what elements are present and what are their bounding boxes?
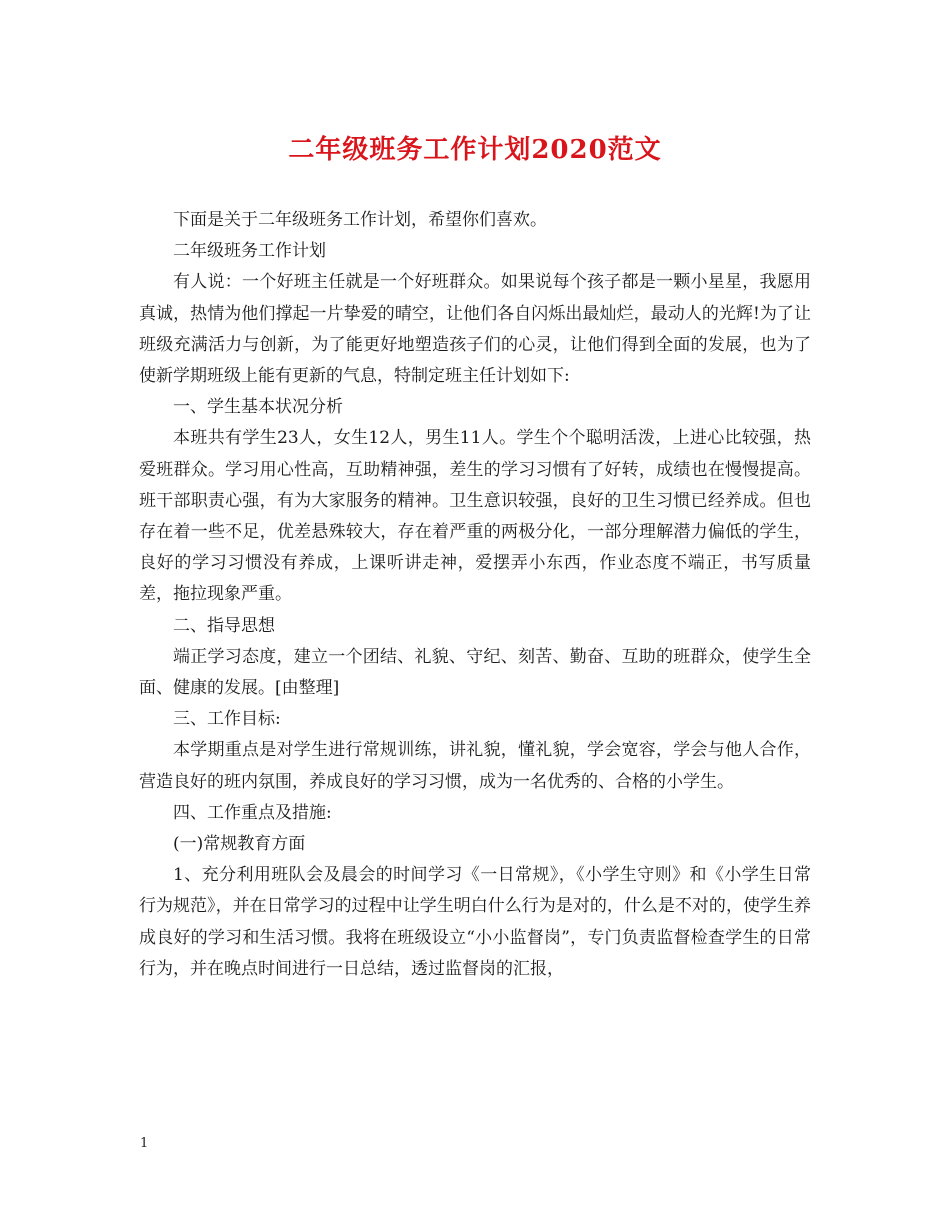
section-heading-student-analysis: 一、学生基本状况分析: [173, 397, 343, 418]
subsection-heading-routine-education: (一)常规教育方面: [173, 834, 306, 855]
paragraph-plan-heading: 二年级班务工作计划: [173, 241, 326, 262]
section-heading-guiding-thought: 二、指导思想: [173, 615, 275, 636]
document-body: [139, 205, 811, 985]
paragraph-routine-education-1: 1、充分利用班队会及晨会的时间学习《一日常规》，《小学生守则》和《小学生日常行为规范》，并在日常学习的过程中让学生明白什么行为是对的，什么是不对的，使学生养成良好的学习和生活习惯。我将在班级设立“小小监督岗”，专门负责监督检查学生的日常行为，并在晚点时间进行一日总结，透过监督岗的汇报，: [139, 865, 811, 979]
paragraph-intro: 下面是关于二年级班务工作计划，希望你们喜欢。: [173, 210, 547, 230]
section-heading-key-measures: 四、工作重点及措施:: [173, 802, 332, 823]
paragraph-guiding-thought: 端正学习态度，建立一个团结、礼貌、守纪、刻苦、勤奋、互助的班群众，使学生全面、健康的发展。[由整理]: [139, 646, 811, 699]
paragraph-preface: 有人说：一个好班主任就是一个好班群众。如果说每个孩子都是一颗小星星，我愿用真诚，热情为他们撑起一片挚爱的晴空，让他们各自闪烁出最灿烂，最动人的光辉!为了让班级充满活力与创新，为了能更好地塑造孩子们的心灵，让他们得到全面的发展，也为了使新学期班级上能有更新的气息，特制定班主任计划如下:: [139, 272, 811, 387]
paragraph-student-analysis: 本班共有学生23人，女生12人，男生11人。学生个个聪明活泼，上进心比较强，热爱班群众。学习用心性高，互助精神强，差生的学习习惯有了好转，成绩也在慢慢提高。班干部职责心强，有为大家服务的精神。卫生意识较强，良好的卫生习惯已经养成。但也存在着一些不足，优差悬殊较大，存在着严重的两极分化，一部分理解潜力偏低的学生，良好的学习习惯没有养成，上课听讲走神，爱摆弄小东西，作业态度不端正，书写质量差，拖拉现象严重。: [139, 428, 811, 605]
document-title: 二年级班务工作计划2020范文: [288, 135, 662, 165]
section-heading-work-goals: 三、工作目标:: [173, 709, 281, 730]
paragraph-work-goals: 本学期重点是对学生进行常规训练，讲礼貌，懂礼貌，学会宽容，学会与他人合作，营造良好的班内氛围，养成良好的学习习惯，成为一名优秀的、合格的小学生。: [139, 740, 811, 792]
page-number: 1: [140, 1136, 149, 1151]
